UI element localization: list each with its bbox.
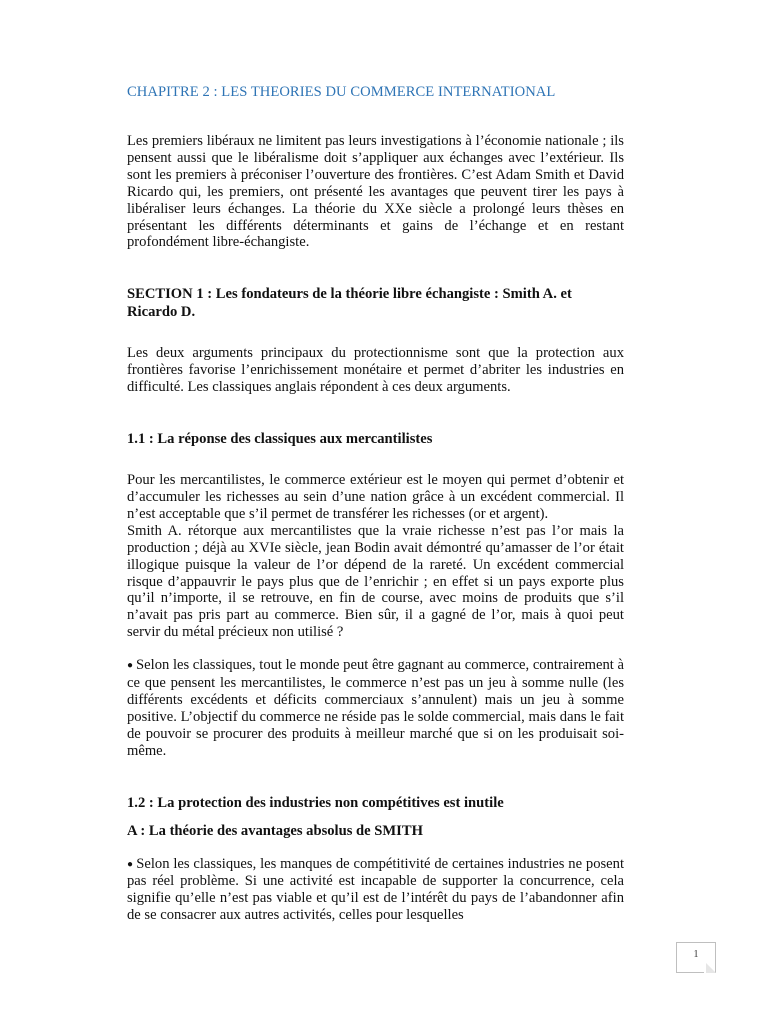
subsection-1-1-title: 1.1 : La réponse des classiques aux mercantilistes (127, 431, 433, 448)
bullet-text: Selon les classiques, les manques de compétitivité de certaines industries ne posent pas réel problème. Si une activité est incapable de supporter la concurrence, cela signifie qu’elle n’est pas viable et qu’il est de l’intérêt du pays de l’abandonner afin de se consacrer aux autres activités, celles pour lesquelles (127, 855, 624, 924)
subsection-a-title: A : La théorie des avantages absolus de SMITH (127, 822, 423, 839)
subsection-1-1-paragraph-2: Smith A. rétorque aux mercantilistes que la vraie richesse n’est pas l’or mais la production ; déjà au XVIe siècle, jean Bodin avait démontré qu’amasser de l’or était illogique puisque la valeur de l’or dépend de la rareté. Un excédent commercial risque d’appauvrir le pays plus que de l’enrichir ; en effet si un pays exporte plus qu’il n’importe, il se retrouve, en fin de course, avec moins de produits que s’il n’avait pas pris part au commerce. Bien sûr, il a gagné de l’or, mais à quoi peut servir du métal précieux non utilisé ? (127, 522, 624, 641)
subsection-1-1-paragraph-1: Pour les mercantilistes, le commerce extérieur est le moyen qui permet d’obtenir et d’accumuler les richesses au sein d’une nation grâce à un excédent commercial. Il n’est acceptable que s’il permet de transférer les richesses (or et argent). (127, 472, 624, 522)
section-1-paragraph: Les deux arguments principaux du protectionnisme sont que la protection aux frontières favorise l’enrichissement monétaire et permet d’abriter les industries en difficulté. Les classiques anglais répondent à ces deux arguments. (127, 345, 624, 396)
intro-paragraph: Les premiers libéraux ne limitent pas leurs investigations à l’économie nationale ; ils pensent aussi que le libéralisme doit s’appliquer aux échanges avec l’extérieur. Ils sont les premiers à préconiser l’ouverture des frontières. C’est Adam Smith et David Ricardo qui, les premiers, ont présenté les avantages que peuvent tirer les pays à libéraliser leurs échanges. La théorie du XXe siècle a prolongé leurs thèses en présentant les différents déterminants et gains de l’échange et en restant profondément libre-échangiste. (127, 133, 624, 251)
chapter-title: CHAPITRE 2 : LES THEORIES DU COMMERCE INTERNATIONAL (127, 84, 556, 100)
section-1-title: SECTION 1 : Les fondateurs de la théorie libre échangiste : Smith A. et Ricardo D. (127, 286, 572, 321)
subsection-1-2-bullet (127, 856, 624, 925)
bullet-icon: ● (127, 660, 134, 672)
subsection-1-2-title: 1.2 : La protection des industries non compétitives est inutile (127, 794, 504, 811)
page-number-box-base (676, 972, 704, 973)
subsection-1-1-bullet (127, 657, 624, 759)
page-number: 1 (693, 949, 699, 960)
page-number-box (676, 942, 716, 973)
bullet-text: Selon les classiques, tout le monde peut être gagnant au commerce, contrairement à ce que pensent les mercantilistes, le commerce n’est pas un jeu à somme nulle (les différents excédents et déficits commerciaux s’annulent) mais un jeu à somme positive. L’objectif du commerce ne réside pas le solde commercial, mais dans le fait de pouvoir se procurer des produits à meilleur marché que si on les produisait soi-même. (127, 657, 624, 759)
bullet-icon: ● (127, 858, 134, 870)
document-page (127, 84, 624, 924)
